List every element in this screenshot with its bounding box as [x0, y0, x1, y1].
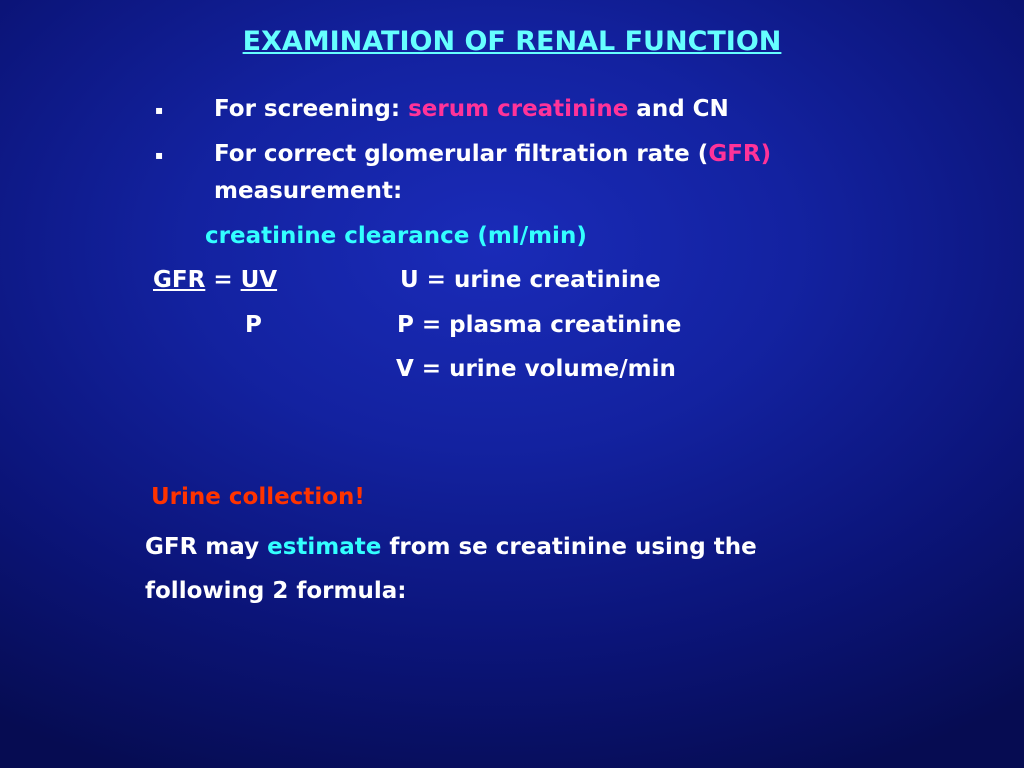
bullet-marker-2: ▪ — [155, 148, 164, 162]
urine-collection-note: Urine collection! — [151, 484, 365, 510]
legend-v: V = urine volume/min — [396, 356, 676, 382]
estimate-prefix: GFR may — [145, 534, 268, 560]
bullet-screening-prefix: For screening: — [214, 96, 409, 122]
gfr-formula-denominator: P — [245, 312, 262, 338]
gfr-highlight: GFR) — [708, 141, 772, 167]
estimate-highlight: estimate — [267, 534, 382, 560]
bullet-gfr-prefix: For correct glomerular filtration rate ( — [214, 141, 709, 167]
gfr-formula-numerator — [153, 265, 277, 295]
gfr-formula-equals: = — [205, 267, 241, 293]
bullet-screening — [214, 94, 729, 124]
legend-u: U = urine creatinine — [400, 267, 661, 293]
gfr-formula-uv: UV — [240, 267, 278, 293]
bullet-screening-suffix: and CN — [628, 96, 729, 122]
estimate-line-1 — [145, 532, 757, 562]
bullet-marker-1: ▪ — [155, 103, 164, 117]
bullet-gfr-measurement — [214, 139, 771, 169]
serum-creatinine-highlight: serum creatinine — [408, 96, 629, 122]
creatinine-clearance-line: creatinine clearance (ml/min) — [205, 223, 587, 249]
gfr-formula-lhs: GFR — [153, 267, 206, 293]
estimate-suffix: from se creatinine using the — [381, 534, 757, 560]
legend-p: P = plasma creatinine — [397, 312, 682, 338]
estimate-line-2: following 2 formula: — [145, 578, 407, 604]
slide-title: EXAMINATION OF RENAL FUNCTION — [242, 26, 782, 57]
bullet-gfr-line2: measurement: — [214, 178, 403, 204]
